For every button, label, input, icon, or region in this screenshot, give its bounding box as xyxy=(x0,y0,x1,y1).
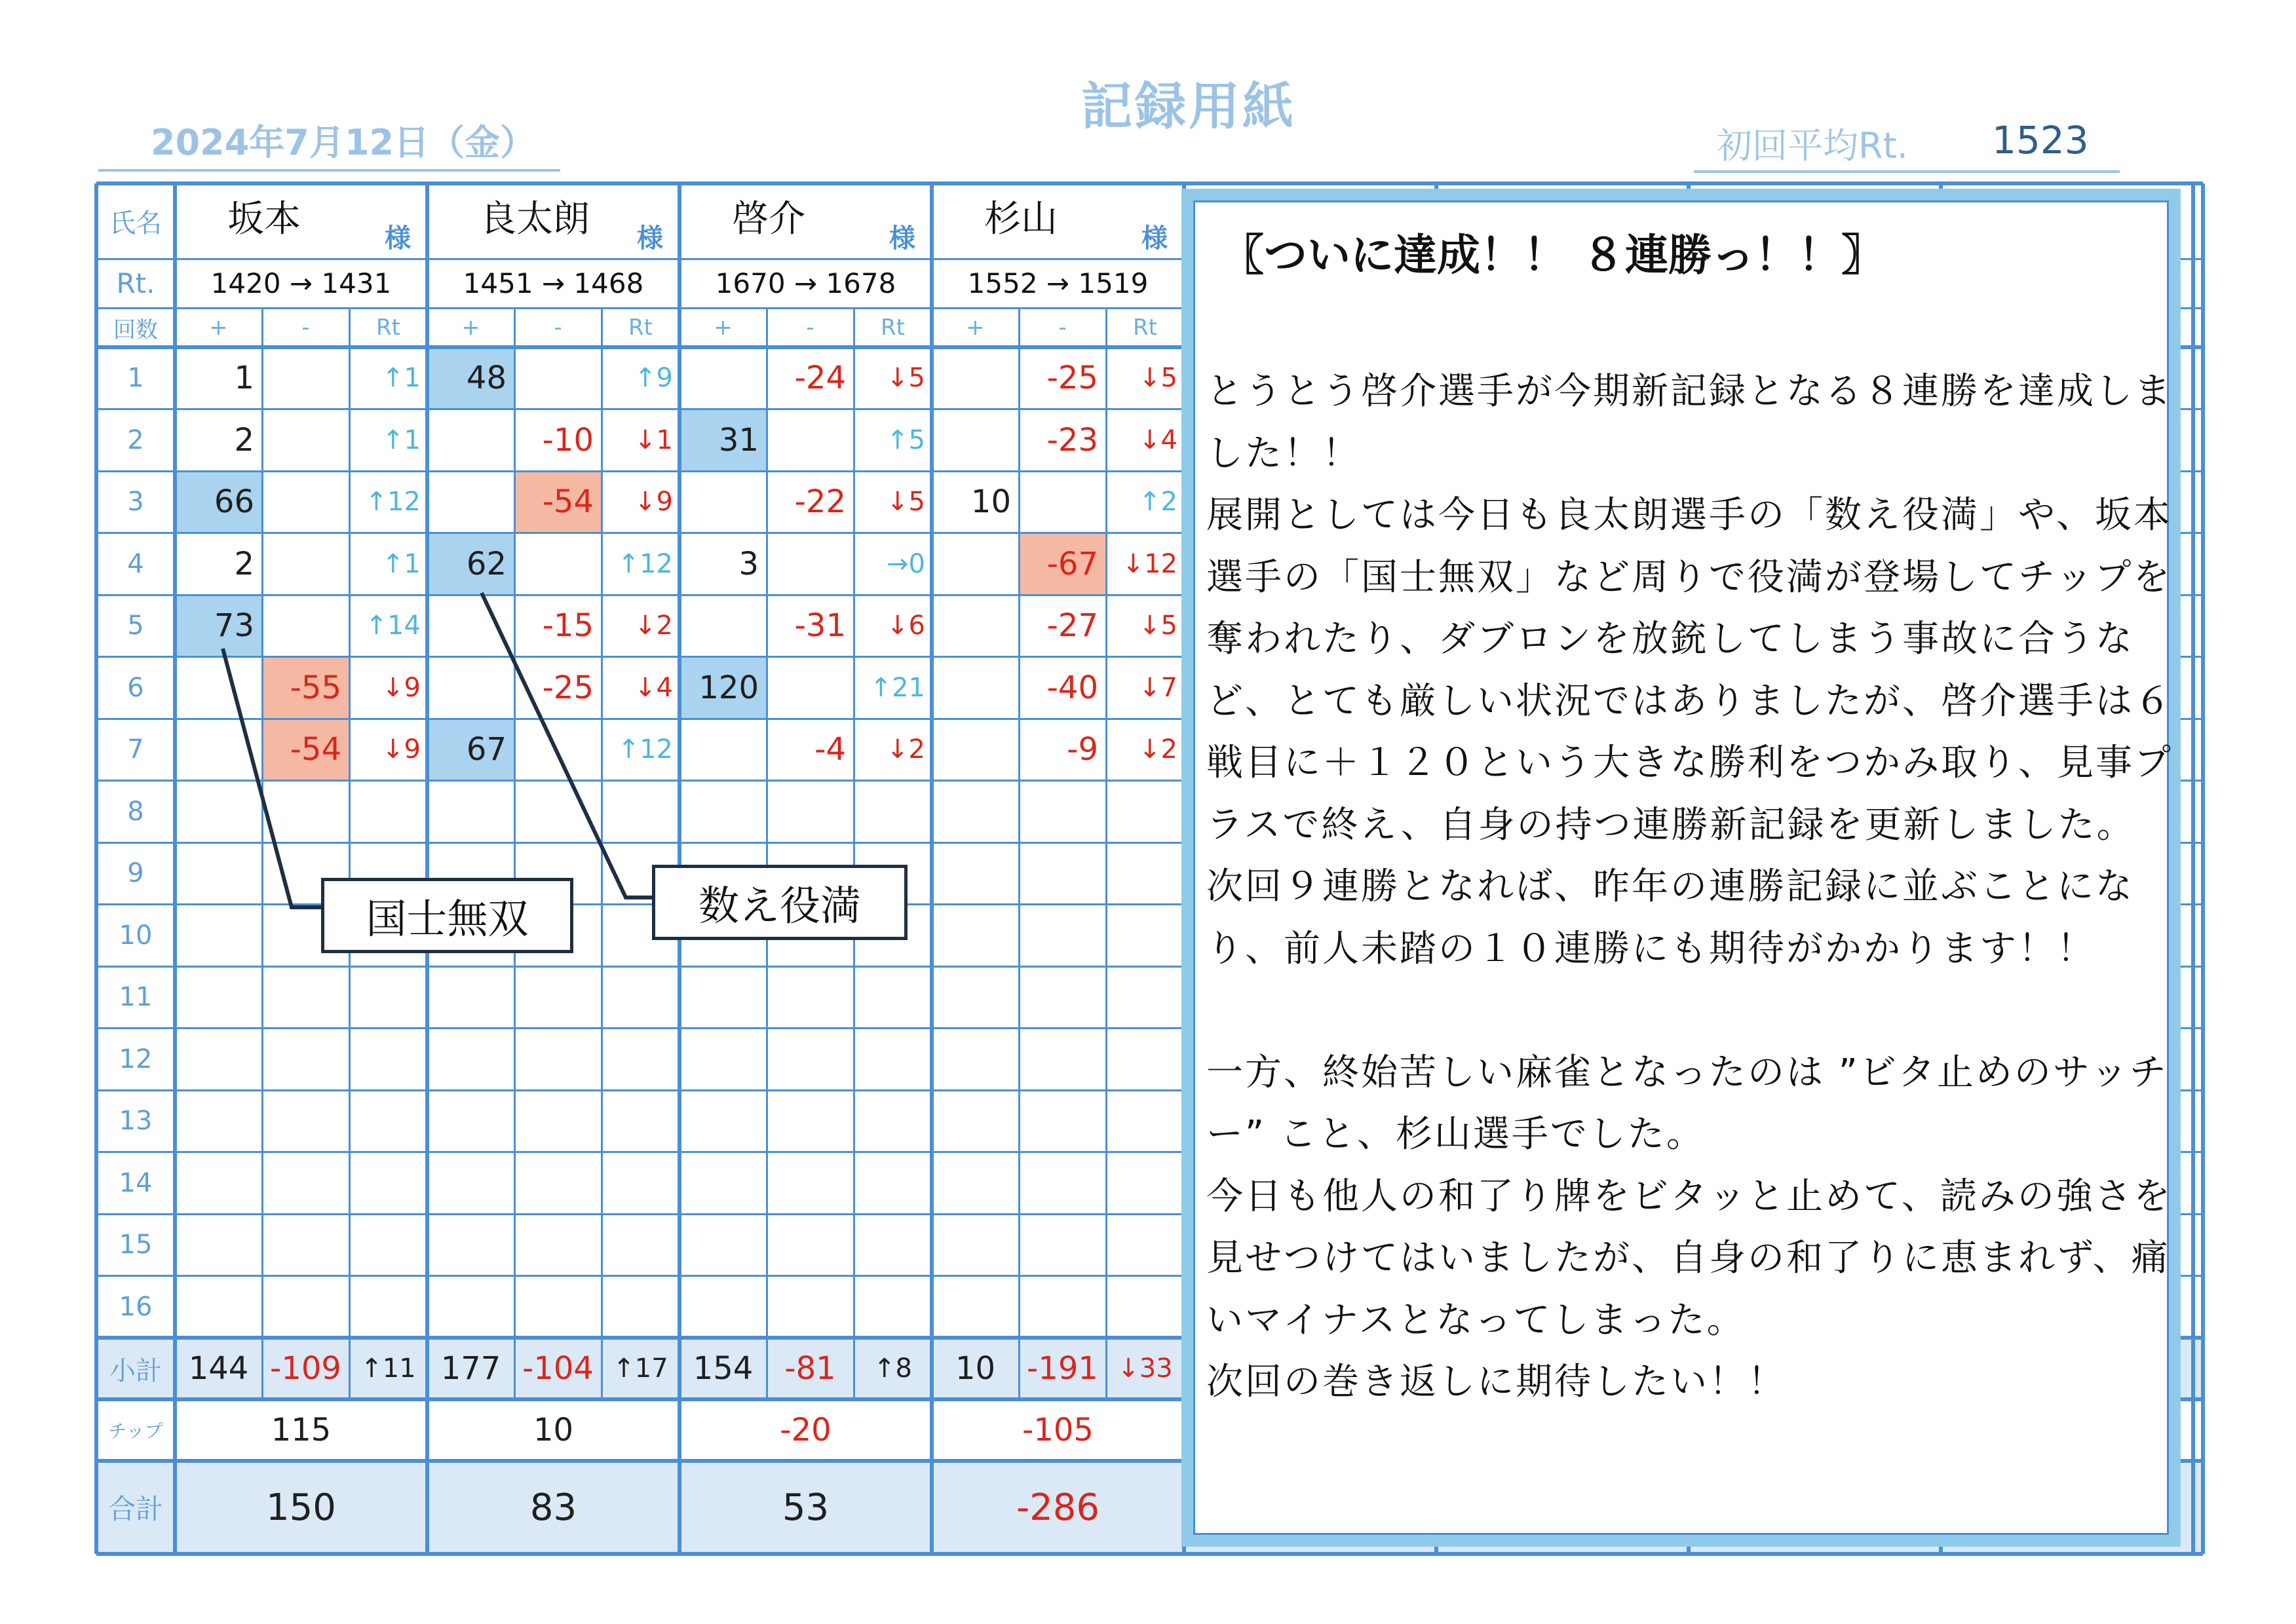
label-round: 回数 xyxy=(113,316,158,343)
subtotal-plus: 177 xyxy=(440,1350,501,1387)
round-number: 16 xyxy=(119,1291,153,1322)
score-cell-minus: -54 xyxy=(262,719,349,781)
sub-header-plus: + xyxy=(209,314,228,341)
honorific: 様 xyxy=(1141,223,1168,254)
score-cell-rt: ↓5 xyxy=(1139,363,1177,394)
label-rating: Rt. xyxy=(116,267,155,299)
honorific: 様 xyxy=(637,223,663,254)
leader-kokushi xyxy=(223,649,321,907)
total-value: -286 xyxy=(1016,1486,1100,1529)
subtotal-plus: 144 xyxy=(188,1350,249,1387)
score-cell-rt: ↑5 xyxy=(887,425,925,455)
score-cell-rt: ↑12 xyxy=(365,487,421,518)
score-cell-rt: ↑1 xyxy=(382,363,421,394)
score-cell-plus: 120 xyxy=(679,657,767,719)
sub-header-plus: + xyxy=(714,314,733,341)
score-cell-rt: ↓2 xyxy=(887,734,925,765)
subtotal-rt: ↑8 xyxy=(873,1353,912,1384)
score-cell-rt: →0 xyxy=(887,548,925,579)
score-cell-plus: 3 xyxy=(738,545,759,582)
score-cell-minus: -15 xyxy=(542,607,594,645)
score-cell-rt: ↓2 xyxy=(1139,734,1177,765)
score-cell-rt: ↑2 xyxy=(1139,487,1177,518)
score-cell-minus: -9 xyxy=(1067,731,1098,768)
player-name: 杉山 xyxy=(984,198,1058,240)
score-cell-minus: -25 xyxy=(542,669,594,706)
score-cell-rt: ↓4 xyxy=(1139,425,1177,455)
leader-kazoe xyxy=(482,593,652,897)
label-name: 氏名 xyxy=(109,208,162,238)
score-cell-plus: 10 xyxy=(970,483,1011,521)
score-cell-minus: -25 xyxy=(1046,360,1098,397)
score-cell-rt: ↓2 xyxy=(634,611,673,641)
round-number: 14 xyxy=(119,1167,153,1198)
sub-header-minus: - xyxy=(806,314,814,341)
subtotal-rt: ↑11 xyxy=(360,1353,416,1384)
rating-change: 1670 → 1678 xyxy=(715,267,896,299)
score-cell-minus: -10 xyxy=(542,421,594,459)
subtotal-plus: 154 xyxy=(693,1350,754,1387)
initial-average-label: 初回平均Rt. xyxy=(1717,125,1908,166)
rating-change: 1420 → 1431 xyxy=(210,267,392,299)
score-cell-plus: 31 xyxy=(679,409,767,472)
label-subtotal: 小計 xyxy=(109,1355,162,1386)
score-cell-plus: 66 xyxy=(175,471,262,533)
score-cell-minus: -55 xyxy=(262,657,349,719)
round-number: 11 xyxy=(119,982,153,1013)
score-cell-plus: 2 xyxy=(234,545,254,582)
score-cell-rt: ↓5 xyxy=(887,487,925,518)
score-cell-rt: ↓12 xyxy=(1122,548,1177,579)
total-value: 83 xyxy=(529,1486,577,1529)
rating-change: 1552 → 1519 xyxy=(967,267,1149,299)
score-cell-minus: -24 xyxy=(794,360,846,397)
score-cell-plus: 48 xyxy=(427,347,514,409)
sub-header-rt: Rt xyxy=(881,314,905,341)
total-value: 150 xyxy=(266,1486,336,1529)
round-number: 10 xyxy=(119,920,153,951)
round-number: 6 xyxy=(127,672,144,703)
chip-value: -20 xyxy=(780,1412,832,1448)
round-number: 3 xyxy=(127,487,144,518)
score-cell-rt: ↑12 xyxy=(617,548,673,579)
label-total: 合計 xyxy=(107,1493,163,1525)
score-cell-plus: 1 xyxy=(234,360,254,397)
subtotal-minus: -109 xyxy=(270,1350,341,1387)
chip-value: -105 xyxy=(1022,1412,1094,1448)
date-label: 2024年7月12日（金） xyxy=(151,122,536,163)
article-panel xyxy=(1181,189,2181,1547)
score-cell-plus: 73 xyxy=(175,595,262,657)
subtotal-rt: ↑17 xyxy=(613,1353,668,1384)
score-cell-rt: ↓7 xyxy=(1139,672,1177,703)
score-cell-rt: ↓9 xyxy=(382,672,421,703)
score-cell-rt: ↑1 xyxy=(382,548,421,579)
subtotal-minus: -191 xyxy=(1027,1350,1098,1387)
sub-header-minus: - xyxy=(554,314,562,341)
score-cell-minus: -23 xyxy=(1046,421,1098,459)
subtotal-minus: -81 xyxy=(784,1350,836,1387)
subtotal-minus: -104 xyxy=(522,1350,594,1387)
total-value: 53 xyxy=(782,1486,830,1529)
score-cell-minus: -54 xyxy=(514,471,602,533)
sub-header-rt: Rt xyxy=(1133,314,1157,341)
round-number: 7 xyxy=(127,734,144,765)
rating-change: 1451 → 1468 xyxy=(463,267,644,299)
honorific: 様 xyxy=(889,223,915,254)
score-cell-plus: 2 xyxy=(234,421,254,459)
round-number: 13 xyxy=(119,1106,153,1137)
article-body: とうとう啓介選手が今期新記録となる８連勝を達成しました！！ 展開としては今日も良太朗選手の「数え役満」や、坂本選手の「国士無双」など周りで役満が登場してチップを奪われたり、ダブロンを放銃してしまう事故に合うなど、とても厳しい状況ではありましたが、啓介選手は６戦目に＋１２０という大きな勝利をつかみ取り、見事プラスで終え、自身の持つ連勝新記録を更新しました。 次回９連勝となれば、昨年の連勝記録に並ぶことになり、前人未踏の１０連勝にも期待がかかります！！ 一方、終始苦しい麻雀となったのは ”ビタ止めのサッチー” こと、杉山選手でした。 今日も他人の和了り牌をビタッと止めて、読みの強さを見せつけてはいましたが、自身の和了りに恵まれず、痛いマイナスとなってしまった。 次回の巻き返しに期待したい！！ xyxy=(1206,370,2173,1403)
player-name: 啓介 xyxy=(732,198,805,240)
sub-header-plus: + xyxy=(461,314,480,341)
score-cell-rt: ↑1 xyxy=(382,425,421,455)
honorific: 様 xyxy=(385,223,411,254)
round-number: 9 xyxy=(127,858,144,889)
score-cell-plus: 62 xyxy=(427,533,514,595)
score-cell-rt: ↑14 xyxy=(365,611,421,641)
score-cell-rt: ↑9 xyxy=(634,363,673,394)
score-cell-minus: -4 xyxy=(814,731,846,768)
score-cell-minus: -27 xyxy=(1046,607,1098,645)
sub-header-minus: - xyxy=(301,314,310,341)
player-name: 坂本 xyxy=(227,198,301,240)
subtotal-rt: ↓33 xyxy=(1117,1353,1173,1384)
initial-average-value: 1523 xyxy=(1992,118,2089,162)
score-cell-rt: ↓5 xyxy=(887,363,925,394)
article-title: 〖ついに達成！！ ８連勝っ！！〗 xyxy=(1221,230,1885,280)
score-cell-rt: ↑12 xyxy=(617,734,673,765)
sub-header-rt: Rt xyxy=(628,314,653,341)
score-cell-plus: 67 xyxy=(427,719,514,781)
sub-header-minus: - xyxy=(1058,314,1067,341)
round-number: 5 xyxy=(127,611,144,641)
score-cell-rt: ↓9 xyxy=(382,734,421,765)
score-cell-minus: -67 xyxy=(1019,533,1106,595)
callout-kokushi: 国士無双 xyxy=(321,878,573,953)
score-cell-rt: ↓5 xyxy=(1139,611,1177,641)
score-cell-minus: -40 xyxy=(1046,669,1098,706)
score-cell-rt: ↓4 xyxy=(634,672,673,703)
score-cell-rt: ↓9 xyxy=(634,487,673,518)
round-number: 1 xyxy=(127,363,144,394)
round-number: 15 xyxy=(119,1230,153,1260)
score-cell-rt: ↓6 xyxy=(887,611,925,641)
sheet-title: 記録用紙 xyxy=(1081,77,1297,136)
round-number: 2 xyxy=(127,425,144,455)
score-cell-rt: ↑21 xyxy=(870,672,925,703)
round-number: 8 xyxy=(127,796,144,827)
sub-header-plus: + xyxy=(966,314,985,341)
score-cell-minus: -31 xyxy=(794,607,846,645)
chip-value: 10 xyxy=(533,1412,574,1448)
round-number: 4 xyxy=(127,548,144,579)
subtotal-plus: 10 xyxy=(955,1350,996,1387)
player-name: 良太朗 xyxy=(480,198,590,240)
callout-kazoe: 数え役満 xyxy=(652,865,908,940)
score-cell-rt: ↓1 xyxy=(634,425,673,455)
sub-header-rt: Rt xyxy=(376,314,400,341)
score-cell-minus: -22 xyxy=(794,483,846,521)
label-chip: チップ xyxy=(108,1420,163,1442)
chip-value: 115 xyxy=(271,1412,332,1448)
round-number: 12 xyxy=(119,1044,153,1074)
